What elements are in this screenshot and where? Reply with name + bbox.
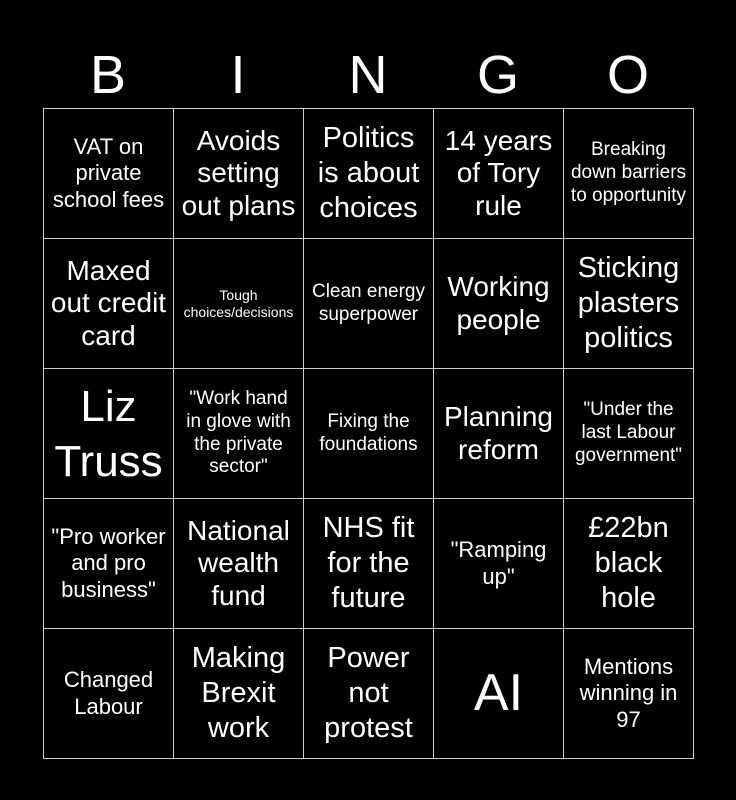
cell-text: Maxed out credit card: [50, 255, 167, 351]
cell-text: AI: [473, 664, 524, 723]
cell-text: "Ramping up": [450, 537, 547, 589]
bingo-cell-r5-c1[interactable]: [43, 628, 174, 759]
cell-text: Power not protest: [324, 642, 413, 744]
header-letter-g: G: [476, 45, 519, 105]
cell-text: NHS fit for the future: [322, 512, 415, 614]
bingo-cell-r2-c3[interactable]: [303, 238, 434, 369]
bingo-cell-r1-c3[interactable]: [303, 108, 434, 239]
bingo-cell-r1-c5[interactable]: [563, 108, 694, 239]
bingo-cell-r1-c2[interactable]: [173, 108, 304, 239]
bingo-cell-r4-c1[interactable]: [43, 498, 174, 629]
bingo-cell-r3-c2[interactable]: [173, 368, 304, 499]
bingo-cell-r1-c4[interactable]: [433, 108, 564, 239]
header-letter-i: I: [230, 45, 246, 105]
cell-text: "Under the last Labour government": [574, 399, 683, 466]
bingo-cell-r4-c5[interactable]: [563, 498, 694, 629]
bingo-cell-r5-c5[interactable]: [563, 628, 694, 759]
bingo-cell-r3-c4[interactable]: [433, 368, 564, 499]
header-letter-n: N: [348, 45, 388, 105]
bingo-cell-r3-c3[interactable]: [303, 368, 434, 499]
cell-text: Sticking plasters politics: [577, 252, 680, 354]
bingo-cell-r5-c2[interactable]: [173, 628, 304, 759]
bingo-cell-r4-c4[interactable]: [433, 498, 564, 629]
cell-text: Politics is about choices: [317, 122, 420, 224]
cell-text: Tough choices/decisions: [183, 286, 294, 320]
cell-text: Changed Labour: [63, 667, 154, 719]
bingo-cell-r5-c3[interactable]: [303, 628, 434, 759]
cell-text: Mentions winning in 97: [579, 653, 678, 732]
bingo-cell-r2-c1[interactable]: [43, 238, 174, 369]
header-letter-o: O: [606, 45, 649, 105]
cell-text: "Work hand in glove with the private sector": [186, 387, 291, 478]
bingo-cell-r3-c1[interactable]: [43, 368, 174, 499]
bingo-cell-r4-c2[interactable]: [173, 498, 304, 629]
cell-text: Working people: [447, 271, 550, 335]
bingo-cell-r4-c3[interactable]: [303, 498, 434, 629]
bingo-header: [43, 42, 693, 108]
cell-text: £22bn black hole: [588, 512, 669, 614]
cell-text: VAT on private school fees: [52, 133, 165, 212]
bingo-cell-r2-c2[interactable]: [173, 238, 304, 369]
cell-text: "Pro worker and pro business": [51, 523, 166, 602]
bingo-board: [43, 108, 693, 758]
cell-text: Avoids setting out plans: [181, 125, 296, 221]
bingo-cell-r3-c5[interactable]: [563, 368, 694, 499]
cell-text: Liz Truss: [54, 381, 163, 486]
cell-text: Breaking down barriers to opportunity: [570, 139, 687, 206]
cell-text: Fixing the foundations: [319, 410, 418, 455]
header-letter-b: B: [89, 45, 127, 105]
bingo-cell-r2-c5[interactable]: [563, 238, 694, 369]
bingo-cell-r1-c1[interactable]: [43, 108, 174, 239]
cell-text: Making Brexit work: [191, 642, 286, 744]
cell-text: Clean energy superpower: [311, 280, 426, 325]
cell-text: National wealth fund: [187, 515, 290, 611]
cell-text: 14 years of Tory rule: [444, 125, 553, 221]
cell-text: Planning reform: [444, 401, 553, 465]
bingo-cell-r2-c4[interactable]: [433, 238, 564, 369]
bingo-cell-r5-c4[interactable]: [433, 628, 564, 759]
